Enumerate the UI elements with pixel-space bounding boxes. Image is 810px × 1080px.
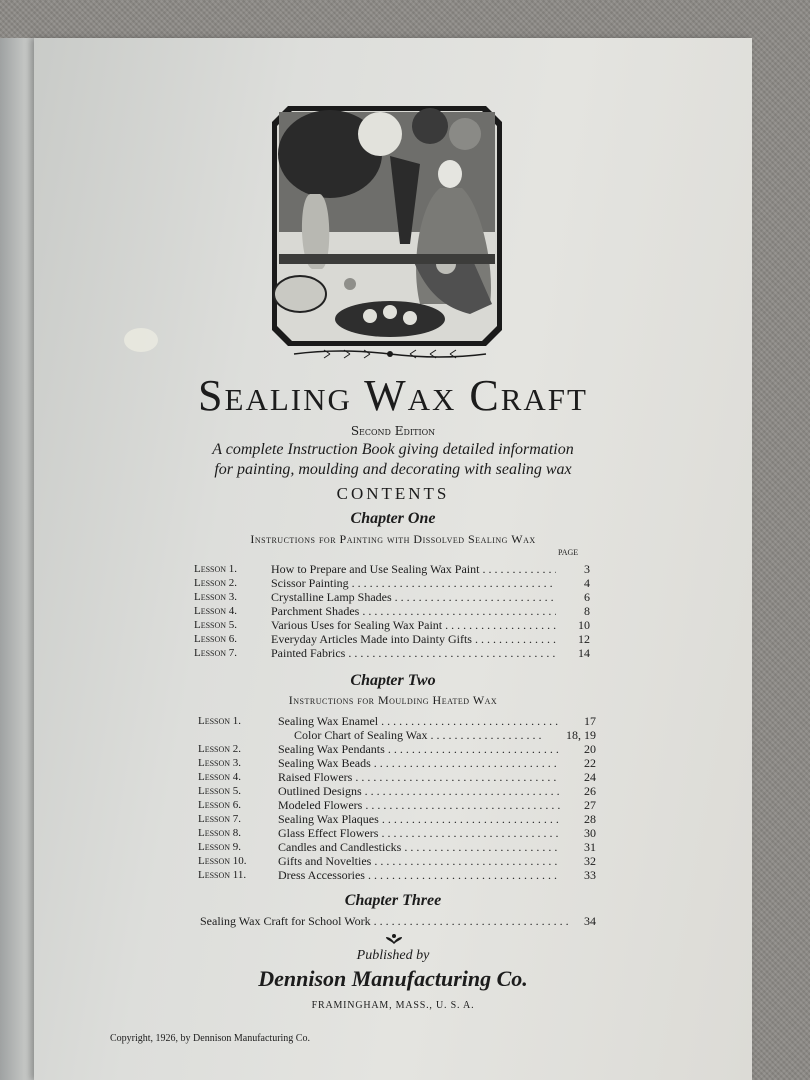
lesson-title: Sealing Wax Enamel . . . (278, 714, 560, 728)
toc-entry (198, 826, 598, 840)
lesson-number: Lesson 3. (198, 757, 242, 769)
lesson-number: Lesson 9. (198, 841, 242, 853)
lesson-number: Lesson 2. (194, 577, 238, 589)
lesson-number: Lesson 7. (198, 813, 242, 825)
lesson-page: 8 (584, 604, 590, 618)
toc-entry (198, 840, 598, 854)
lesson-number: Lesson 1. (198, 715, 242, 727)
lesson-title: Scissor Painting . . . (271, 576, 556, 590)
toc-entry (198, 798, 598, 812)
lesson-number: Lesson 1. (194, 563, 238, 575)
lesson-title: Sealing Wax Plaques . . . (278, 812, 560, 826)
lesson-number: Lesson 6. (194, 633, 238, 645)
book-title: Sealing Wax Craft (198, 371, 588, 420)
lesson-title: Raised Flowers . . . (278, 770, 560, 784)
lesson-page: 27 (584, 798, 596, 812)
lesson-page: 26 (584, 784, 596, 798)
published-by: Published by (356, 948, 430, 963)
lesson-title: Gifts and Novelties . . . (278, 854, 560, 868)
lesson-page: 28 (584, 812, 596, 826)
lesson-title: Crystalline Lamp Shades . . . (271, 590, 556, 604)
lesson-title: Color Chart of Sealing Wax . . . (294, 728, 542, 742)
toc-entry (200, 914, 600, 928)
lesson-title: Sealing Wax Craft for School Work . . . (200, 914, 570, 928)
subtitle-line-2: for painting, moulding and decorating with sealing wax (214, 461, 572, 478)
toc-entry (198, 714, 598, 728)
book-page (34, 38, 752, 1080)
toc-entry (194, 562, 594, 576)
lesson-page: 3 (584, 562, 590, 576)
lesson-page: 22 (584, 756, 596, 770)
publisher-name: Dennison Manufacturing Co. (258, 966, 528, 991)
edition-label: Second Edition (350, 424, 436, 438)
lesson-number: Lesson 5. (198, 785, 242, 797)
lesson-page: 31 (584, 840, 596, 854)
book-subtitle (34, 440, 752, 480)
toc-entry (194, 590, 594, 604)
lesson-page: 18, 19 (566, 728, 596, 742)
contents-heading: CONTENTS (336, 484, 450, 503)
lesson-page: 20 (584, 742, 596, 756)
lesson-title: Outlined Designs . . . (278, 784, 560, 798)
toc-entry (198, 854, 598, 868)
lesson-page: 10 (578, 618, 590, 632)
paper-stain (124, 328, 158, 352)
lesson-title: Parchment Shades . . . (271, 604, 556, 618)
toc-entry (194, 618, 594, 632)
lesson-title: Sealing Wax Pendants . . . (278, 742, 560, 756)
frontispiece-illustration (270, 104, 504, 348)
lesson-page: 14 (578, 646, 590, 660)
lesson-number: Lesson 7. (194, 647, 238, 659)
toc-entry (198, 756, 598, 770)
lesson-number: Lesson 10. (198, 855, 247, 867)
chapter-two-title: Chapter Two (350, 672, 436, 689)
lesson-title: Glass Effect Flowers . . . (278, 826, 560, 840)
toc-entry (198, 868, 598, 882)
publisher-location: FRAMINGHAM, MASS., U. S. A. (311, 1000, 475, 1011)
lesson-number: Lesson 3. (194, 591, 238, 603)
lesson-title: Sealing Wax Beads . . . (278, 756, 560, 770)
lesson-number: Lesson 2. (198, 743, 242, 755)
toc-entry (198, 742, 598, 756)
toc-entry (198, 728, 598, 742)
lesson-number: Lesson 11. (198, 869, 247, 881)
chapter-two-subtitle: Instructions for Moulding Heated Wax (288, 693, 498, 707)
fleuron-ornament (386, 934, 402, 944)
lesson-number: Lesson 6. (198, 799, 242, 811)
lesson-page: 17 (584, 714, 596, 728)
lesson-page: 4 (584, 576, 590, 590)
lesson-title: Modeled Flowers . . . (278, 798, 560, 812)
lesson-title: Various Uses for Sealing Wax Paint . . . (271, 618, 556, 632)
lesson-page: 30 (584, 826, 596, 840)
lesson-number: Lesson 4. (198, 771, 242, 783)
toc-entry (198, 812, 598, 826)
page-column-label: PAGE (558, 548, 579, 557)
lesson-page: 12 (578, 632, 590, 646)
lesson-title: Painted Fabrics . . . (271, 646, 556, 660)
subtitle-line-1: A complete Instruction Book giving detailed information (212, 441, 574, 458)
lesson-page: 6 (584, 590, 590, 604)
lesson-page: 34 (584, 914, 596, 928)
toc-entry (194, 646, 594, 660)
ornament-divider (290, 346, 490, 362)
lesson-title: Everyday Articles Made into Dainty Gifts . . . (271, 632, 556, 646)
lesson-page: 33 (584, 868, 596, 882)
toc-entry (198, 784, 598, 798)
toc-entry (194, 604, 594, 618)
lesson-page: 24 (584, 770, 596, 784)
toc-entry (194, 632, 594, 646)
chapter-one-title: Chapter One (350, 510, 436, 527)
chapter-one-subtitle: Instructions for Painting with Dissolved Sealing Wax (250, 532, 536, 546)
lesson-number: Lesson 4. (194, 605, 238, 617)
lesson-title: Dress Accessories . . . (278, 868, 560, 882)
lesson-page: 32 (584, 854, 596, 868)
lesson-number: Lesson 5. (194, 619, 238, 631)
chapter-three-title: Chapter Three (344, 892, 442, 909)
lesson-number: Lesson 8. (198, 827, 242, 839)
lesson-title: Candles and Candlesticks . . . (278, 840, 560, 854)
toc-entry (194, 576, 594, 590)
lesson-title: How to Prepare and Use Sealing Wax Paint . . . (271, 562, 556, 576)
toc-entry (198, 770, 598, 784)
copyright-notice: Copyright, 1926, by Dennison Manufacturing Co. (110, 1033, 310, 1044)
